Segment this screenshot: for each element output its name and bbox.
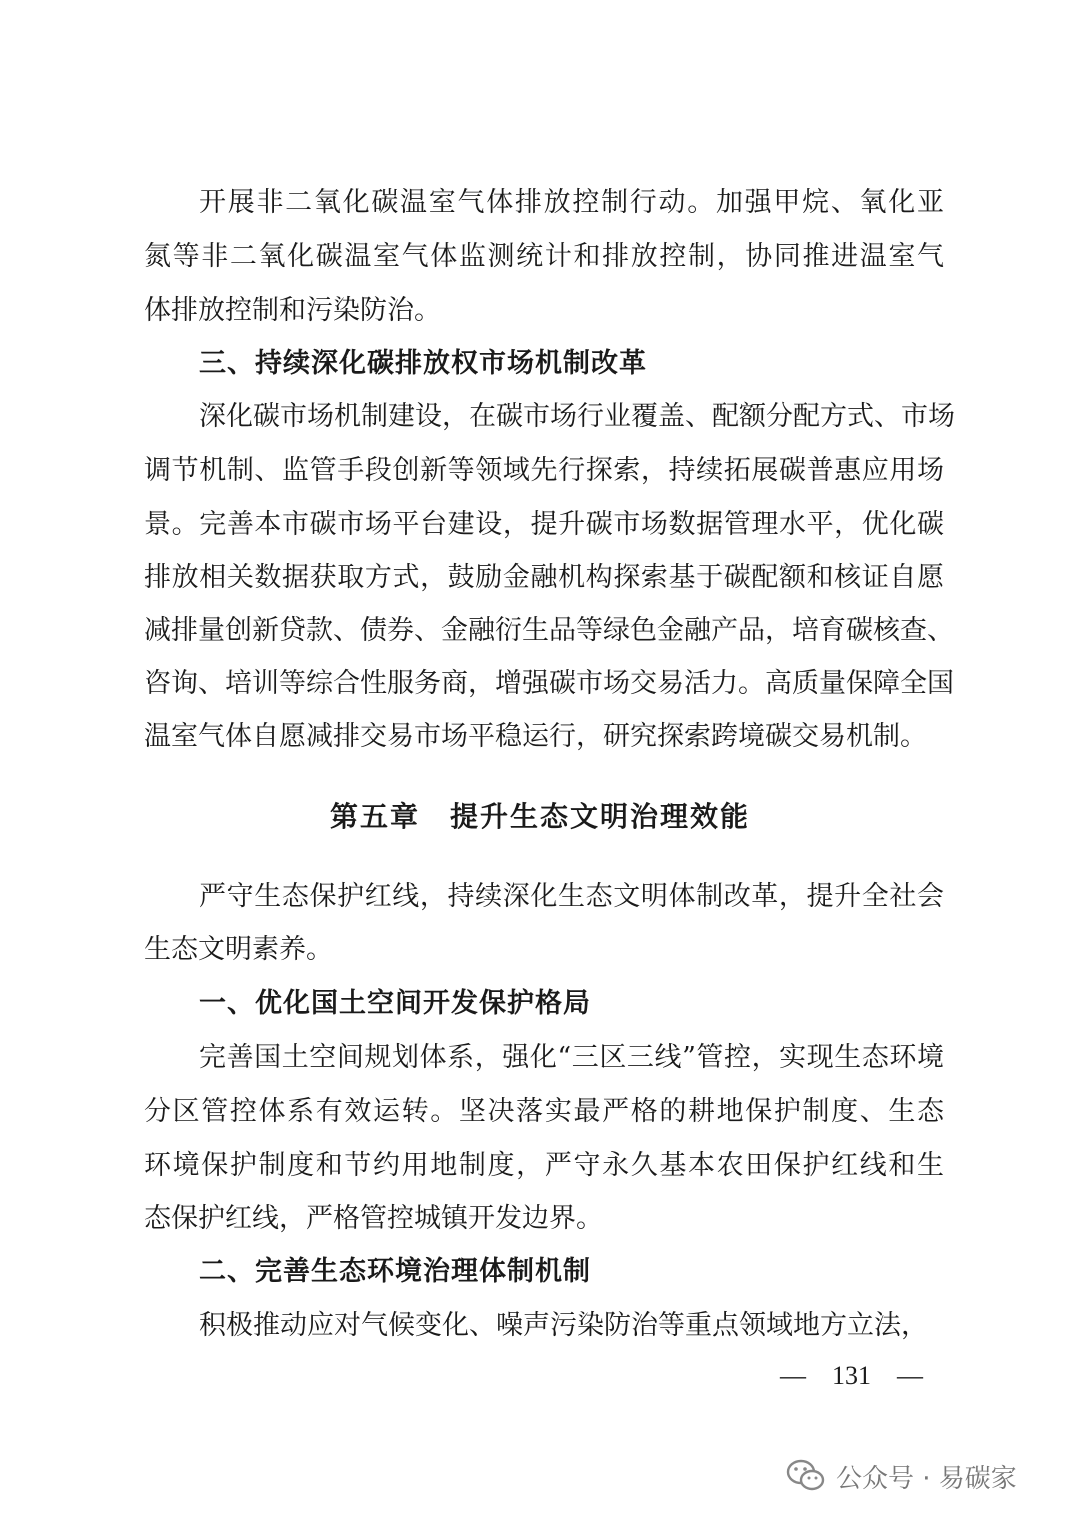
wechat-icon (786, 1459, 826, 1493)
watermark-text: 公众号 · 易碳家 (836, 1463, 1017, 1494)
section-heading: 三、持续深化碳排放权市场机制改革 (199, 348, 647, 379)
paragraph-line: 景。完善本市碳市场平台建设，提升碳市场数据管理水平，优化碳 (144, 509, 944, 540)
paragraph-line: 生态文明素养。 (144, 934, 333, 965)
paragraph-line: 完善国土空间规划体系，强化“三区三线”管控，实现生态环境 (199, 1042, 944, 1073)
paragraph-line: 减排量创新贷款、债券、金融衍生品等绿色金融产品，培育碳核查、 (144, 615, 954, 646)
paragraph-line: 氮等非二氧化碳温室气体监测统计和排放控制，协同推进温室气 (144, 241, 944, 272)
paragraph-line: 调节机制、监管手段创新等领域先行探索，持续拓展碳普惠应用场 (144, 455, 944, 486)
paragraph-line: 分区管控体系有效运转。坚决落实最严格的耕地保护制度、生态 (144, 1096, 944, 1127)
watermark (786, 1456, 1017, 1496)
paragraph-line: 态保护红线，严格管控城镇开发边界。 (144, 1203, 603, 1234)
section-heading: 二、完善生态环境治理体制机制 (199, 1256, 591, 1287)
page-number: — 131 — (780, 1361, 924, 1390)
paragraph-line: 咨询、培训等综合性服务商，增强碳市场交易活力。高质量保障全国 (144, 668, 954, 699)
chapter-title: 第五章 提升生态文明治理效能 (329, 800, 750, 833)
paragraph-line: 积极推动应对气候变化、噪声污染防治等重点领域地方立法， (199, 1310, 928, 1341)
paragraph-line: 体排放控制和污染防治。 (144, 295, 441, 326)
paragraph-line: 深化碳市场机制建设，在碳市场行业覆盖、配额分配方式、市场 (199, 401, 955, 432)
paragraph-line: 严守生态保护红线，持续深化生态文明体制改革，提升全社会 (199, 881, 944, 912)
section-heading: 一、优化国土空间开发保护格局 (199, 988, 591, 1019)
paragraph-line: 温室气体自愿减排交易市场平稳运行，研究探索跨境碳交易机制。 (144, 721, 927, 752)
paragraph-line: 环境保护制度和节约用地制度，严守永久基本农田保护红线和生 (144, 1150, 944, 1181)
paragraph-line: 排放相关数据获取方式，鼓励金融机构探索基于碳配额和核证自愿 (144, 562, 944, 593)
paragraph-line: 开展非二氧化碳温室气体排放控制行动。加强甲烷、氧化亚 (199, 187, 944, 218)
